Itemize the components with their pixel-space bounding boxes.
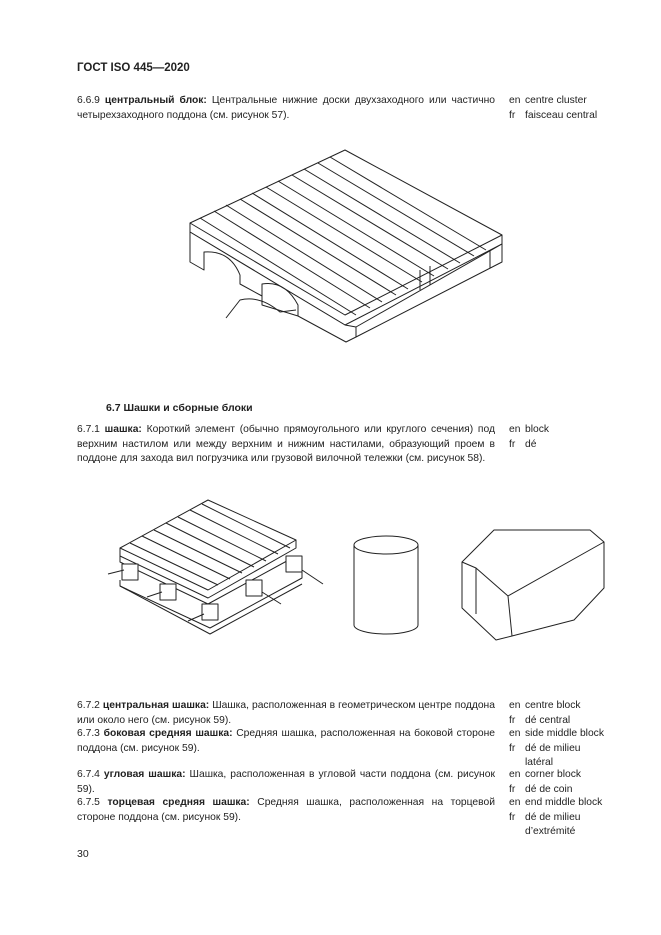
- clause-number: 6.6.9: [77, 95, 100, 106]
- term-en: block: [525, 424, 550, 435]
- lang-en: en: [509, 700, 521, 711]
- term-fr-continuation: latéral: [525, 757, 554, 768]
- document-header: ГОСТ ISO 445—2020: [77, 62, 190, 74]
- lang-en: en: [509, 797, 521, 808]
- lang-fr: fr: [509, 811, 516, 823]
- rectangular-block-drawing: [462, 530, 604, 640]
- term: центральный блок:: [104, 95, 207, 106]
- section-heading-67: 6.7 Шашки и сборные блоки: [106, 402, 253, 414]
- cylinder-block-drawing: [354, 536, 418, 634]
- lang-fr: fr: [509, 742, 516, 754]
- definition-675: [77, 796, 495, 825]
- clause-number: 6.7.3: [77, 728, 100, 739]
- clause-number: 6.7.5: [77, 797, 100, 808]
- page-number: 30: [77, 848, 89, 860]
- term: торцевая средняя шашка:: [107, 797, 250, 808]
- term-fr: faisceau central: [525, 109, 598, 121]
- definition-672: [77, 699, 495, 728]
- lang-en: en: [509, 424, 521, 435]
- term: шашка:: [104, 424, 142, 435]
- definition-text: Средняя шашка, расположенная на боковой стороне поддона (см. рисунок 59).: [77, 728, 495, 754]
- lang-fr: fr: [509, 714, 516, 726]
- term: центральная шашка:: [102, 700, 210, 711]
- block-pallet-drawing: [120, 500, 302, 634]
- equivalents-675: [509, 796, 602, 840]
- definition-673: [77, 727, 495, 756]
- term-fr-continuation: d’extrémité: [525, 826, 576, 837]
- term-en: centre cluster: [525, 95, 587, 106]
- term: угловая шашка:: [103, 769, 186, 780]
- clause-number: 6.7.1: [77, 424, 100, 435]
- clause-number: 6.7.4: [77, 769, 100, 780]
- term-fr: dé: [525, 438, 537, 450]
- equivalents-673: [509, 727, 604, 771]
- term-fr: dé de milieu: [525, 742, 581, 754]
- term-en: end middle block: [525, 797, 603, 808]
- term-en: centre block: [525, 700, 581, 711]
- term-en: corner block: [525, 769, 582, 780]
- definition-674: [77, 768, 495, 797]
- equivalents-674: [509, 768, 581, 797]
- lang-fr: fr: [509, 783, 516, 795]
- lang-en: en: [509, 95, 521, 106]
- lang-fr: fr: [509, 109, 516, 121]
- lang-fr: fr: [509, 438, 516, 450]
- term: боковая средняя шашка:: [103, 728, 233, 739]
- clause-number: 6.7.2: [77, 700, 100, 711]
- lang-en: en: [509, 728, 521, 739]
- equivalents-672: [509, 699, 581, 728]
- term-fr: dé de coin: [525, 783, 573, 795]
- definition-text: Центральные нижние доски двухзаходного или частично четырехзаходного поддона (см. рисунок 57).: [77, 95, 495, 121]
- term-fr: dé de milieu: [525, 811, 581, 823]
- definition-text: Средняя шашка, расположенная на торцевой стороне поддона (см. рисунок 59).: [77, 797, 495, 823]
- term-fr: dé central: [525, 714, 571, 726]
- lang-en: en: [509, 769, 521, 780]
- term-en: side middle block: [525, 728, 604, 739]
- definition-text: Короткий элемент (обычно прямоугольного или круглого сечения) под верхним настилом или между верхним и нижним настилами, образующий проем в поддоне для захода вил погрузчика или грузовой вилочной тележки (см. рисунок 58).: [77, 424, 495, 464]
- definition-text: Шашка, расположенная в геометрическом центре поддона или около него (см. рисунок 59).: [77, 700, 495, 726]
- definition-text: Шашка, расположенная в угловой части поддона (см. рисунок 59).: [77, 769, 495, 795]
